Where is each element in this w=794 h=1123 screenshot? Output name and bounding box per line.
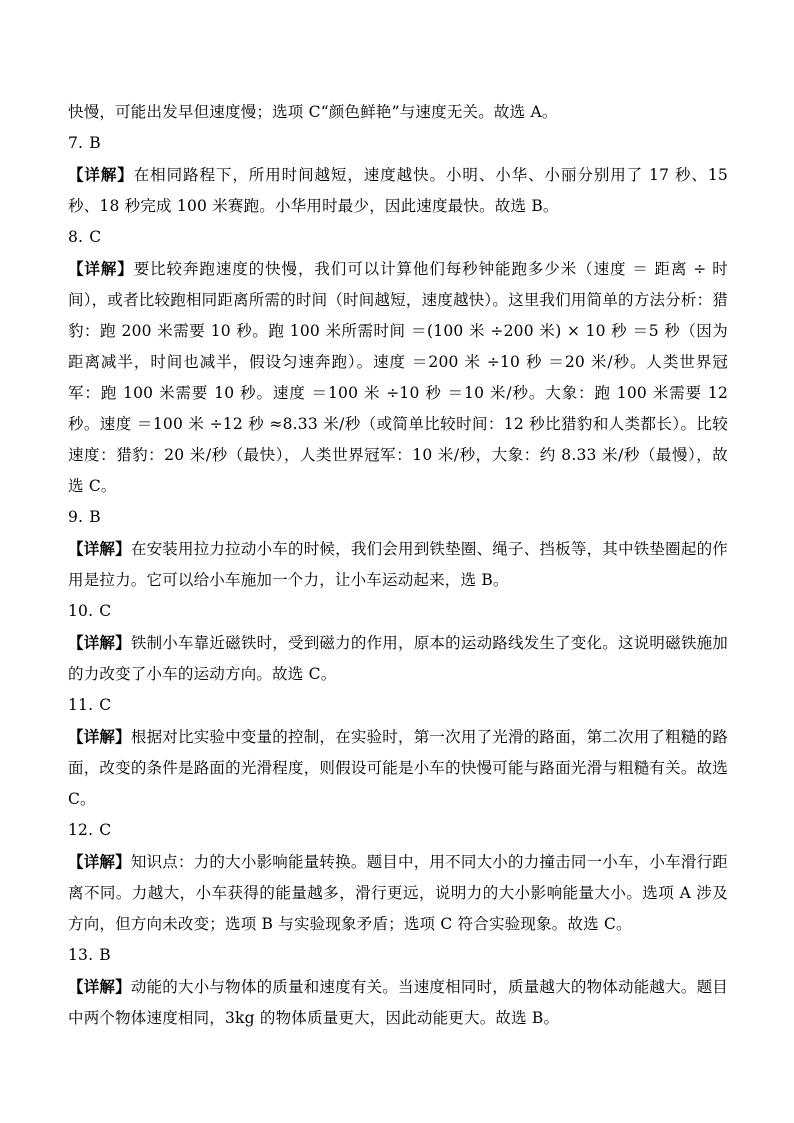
explanation-text: 根据对比实验中变量的控制，在实验时，第一次用了光滑的路面，第二次用了粗糙的路面，改变的条件是路面的光滑程度，则假设可能是小车的快慢可能与路面光滑与粗糙有关。故选 C。 xyxy=(68,728,728,808)
answer-line xyxy=(68,502,728,533)
answer-explanations xyxy=(68,97,728,1034)
answer-line xyxy=(68,596,728,627)
answer-line xyxy=(68,940,728,971)
question-number: 7. xyxy=(68,134,84,152)
answer-item-13 xyxy=(68,940,728,1034)
answer-letter: B xyxy=(99,946,111,964)
explanation-text: 在安装用拉力拉动小车的时候，我们会用到铁垫圈、绳子、挡板等，其中铁垫圈起的作用是拉力。它可以给小车施加一个力，让小车运动起来，选 B。 xyxy=(68,540,728,589)
answer-letter: C xyxy=(99,821,112,839)
answer-letter: C xyxy=(99,602,112,620)
question-number: 10. xyxy=(68,602,94,620)
answer-letter: B xyxy=(89,508,101,526)
explanation-paragraph xyxy=(68,971,728,1034)
answer-item-12 xyxy=(68,815,728,940)
answer-line xyxy=(68,690,728,721)
explanation-paragraph xyxy=(68,721,728,815)
question-number: 11. xyxy=(68,696,94,714)
explanation-text: 动能的大小与物体的质量和速度有关。当速度相同时，质量越大的物体动能越大。题目中两个物体速度相同，3kg 的物体质量更大，因此动能更大。故选 B。 xyxy=(68,978,728,1027)
answer-item-9 xyxy=(68,502,728,596)
answer-item-10 xyxy=(68,596,728,690)
explanation-tag: 【详解】 xyxy=(68,259,134,278)
explanation-text: 知识点：力的大小影响能量转换。题目中，用不同大小的力撞击同一小车，小车滑行距离不同。力越大，小车获得的能量越多，滑行更远，说明力的大小影响能量大小。选项 A 涉及方向，但方向未改变；选项 B 与实验现象矛盾；选项 C 符合实验现象。故选 C。 xyxy=(68,853,728,933)
explanation-tag: 【详解】 xyxy=(68,165,134,184)
explanation-paragraph xyxy=(68,159,728,222)
answer-letter: C xyxy=(99,696,112,714)
explanation-tag: 【详解】 xyxy=(68,539,131,558)
question-number: 8. xyxy=(68,228,84,246)
explanation-text: 要比较奔跑速度的快慢，我们可以计算他们每秒钟能跑多少米（速度 ＝ 距离 ÷ 时间），或者比较跑相同距离所需的时间（时间越短，速度越快）。这里我们用简单的方法分析：猎豹：跑 200 米需要 10 秒。跑 100 米所需时间 ＝(100 米 ÷200 米) × 10 秒 ＝5 秒（因为距离减半，时间也减半，假设匀速奔跑）。速度 ＝200 米 ÷10 秒 ＝20 米/秒。人类世界冠军：跑 100 米需要 10 秒。速度 ＝100 米 ÷10 秒 ＝10 米/秒。大象：跑 100 米需要 12 秒。速度 ＝100 米 ÷12 秒 ≈8.33 米/秒（或简单比较时间：12 秒比猎豹和人类都长）。比较速度：猎豹：20 米/秒（最快），人类世界冠军：10 米/秒，大象：约 8.33 米/秒（最慢），故选 C。 xyxy=(68,260,728,495)
answer-line xyxy=(68,815,728,846)
explanation-tag: 【详解】 xyxy=(68,633,131,652)
explanation-paragraph xyxy=(68,533,728,596)
answer-item-7 xyxy=(68,128,728,222)
answer-item-8 xyxy=(68,222,728,502)
question-number: 13. xyxy=(68,946,94,964)
question-number: 12. xyxy=(68,821,94,839)
explanation-text: 在相同路程下，所用时间越短，速度越快。小明、小华、小丽分别用了 17 秒、15 秒、18 秒完成 100 米赛跑。小华用时最少，因此速度最快。故选 B。 xyxy=(68,166,728,215)
intro-paragraph: 快慢，可能出发早但速度慢；选项 C“颜色鲜艳”与速度无关。故选 A。 xyxy=(68,103,558,121)
answer-letter: C xyxy=(89,228,102,246)
answer-line xyxy=(68,222,728,253)
explanation-tag: 【详解】 xyxy=(68,727,131,746)
answer-letter: B xyxy=(89,134,101,152)
explanation-paragraph xyxy=(68,253,728,502)
answer-line xyxy=(68,128,728,159)
explanation-text: 铁制小车靠近磁铁时，受到磁力的作用，原本的运动路线发生了变化。这说明磁铁施加的力改变了小车的运动方向。故选 C。 xyxy=(68,634,728,683)
explanation-paragraph xyxy=(68,627,728,690)
explanation-paragraph xyxy=(68,846,728,940)
explanation-tag: 【详解】 xyxy=(68,977,131,996)
question-number: 9. xyxy=(68,508,84,526)
answer-item-11 xyxy=(68,690,728,815)
explanation-tag: 【详解】 xyxy=(68,852,131,871)
